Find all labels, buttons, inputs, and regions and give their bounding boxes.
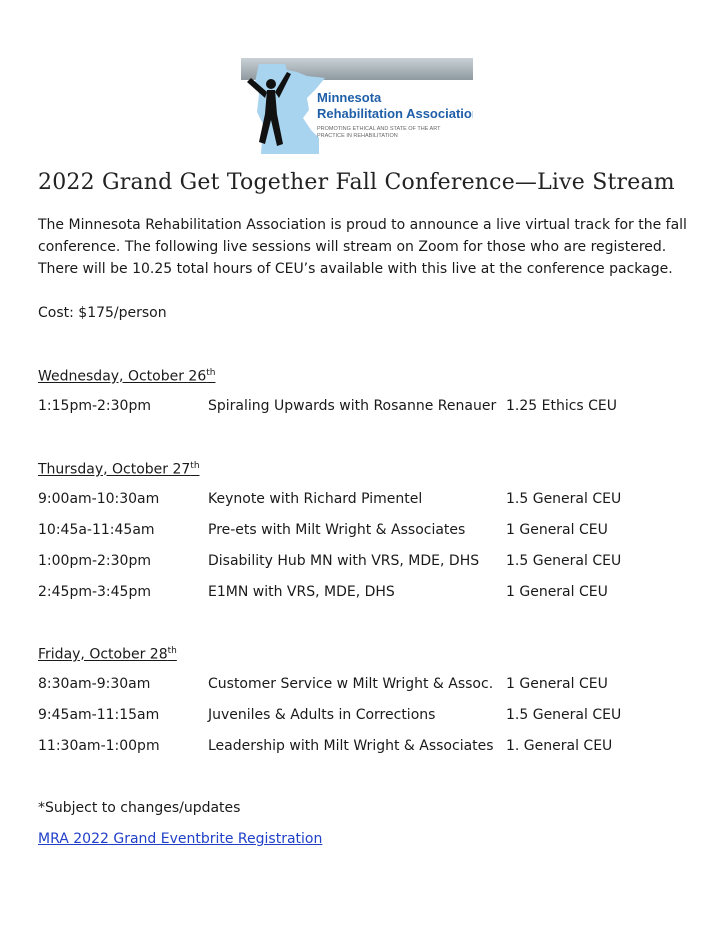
session-title: Disability Hub MN with VRS, MDE, DHS — [208, 553, 480, 569]
session-ceu: 1.25 Ethics CEU — [506, 398, 618, 414]
subject-to-change-note: *Subject to changes/updates — [38, 800, 241, 816]
session-ceu: 1 General CEU — [506, 676, 608, 692]
session-ceu: 1 General CEU — [506, 584, 608, 600]
session-ceu: 1 General CEU — [506, 522, 608, 538]
day-label: Thursday, October 27 — [38, 461, 191, 478]
day-label: Friday, October 28 — [38, 646, 168, 663]
session-time: 9:00am-10:30am — [38, 491, 160, 507]
day-heading — [38, 646, 177, 663]
session-ceu: 1. General CEU — [506, 738, 613, 754]
day-ordinal-suffix: th — [190, 461, 200, 471]
session-time: 1:00pm-2:30pm — [38, 553, 151, 569]
session-time: 10:45a-11:45am — [38, 522, 155, 538]
logo-name-line2: Rehabilitation Association — [317, 106, 473, 121]
logo-name-line1: Minnesota — [317, 90, 382, 105]
session-time: 9:45am-11:15am — [38, 707, 160, 723]
page-title: 2022 Grand Get Together Fall Conference—Live Stream — [38, 170, 675, 195]
day-label: Wednesday, October 26 — [38, 368, 207, 385]
logo-tagline-line2: PRACTICE IN REHABILITATION — [317, 133, 398, 139]
day-ordinal-suffix: th — [167, 646, 177, 656]
session-time: 1:15pm-2:30pm — [38, 398, 151, 414]
session-title: Keynote with Richard Pimentel — [208, 491, 423, 507]
registration-link[interactable]: MRA 2022 Grand Eventbrite Registration — [38, 831, 323, 847]
session-time: 2:45pm-3:45pm — [38, 584, 151, 600]
intro-paragraph: The Minnesota Rehabilitation Association is proud to announce a live virtual track for the fall conference. The following live sessions will stream on Zoom for those who are registered. There will be 10.25 total hours of CEU’s available with this live at the conference package. — [38, 217, 687, 277]
session-title: Juveniles & Adults in Corrections — [208, 707, 436, 723]
day-ordinal-suffix: th — [206, 368, 216, 378]
session-ceu: 1.5 General CEU — [506, 553, 622, 569]
session-title: Pre-ets with Milt Wright & Associates — [208, 522, 466, 538]
session-title: Spiraling Upwards with Rosanne Renauer — [208, 398, 497, 414]
logo-tagline-line1: PROMOTING ETHICAL AND STATE OF THE ART — [317, 126, 441, 132]
session-time: 11:30am-1:00pm — [38, 738, 160, 754]
session-title: E1MN with VRS, MDE, DHS — [208, 584, 395, 600]
session-time: 8:30am-9:30am — [38, 676, 151, 692]
day-heading — [38, 368, 215, 385]
session-title: Leadership with Milt Wright & Associates — [208, 738, 494, 754]
day-heading — [38, 461, 200, 478]
cost-text: Cost: $175/person — [38, 305, 167, 321]
session-ceu: 1.5 General CEU — [506, 491, 622, 507]
session-ceu: 1.5 General CEU — [506, 707, 622, 723]
mra-logo — [241, 58, 473, 154]
session-title: Customer Service w Milt Wright & Assoc. — [208, 676, 494, 692]
